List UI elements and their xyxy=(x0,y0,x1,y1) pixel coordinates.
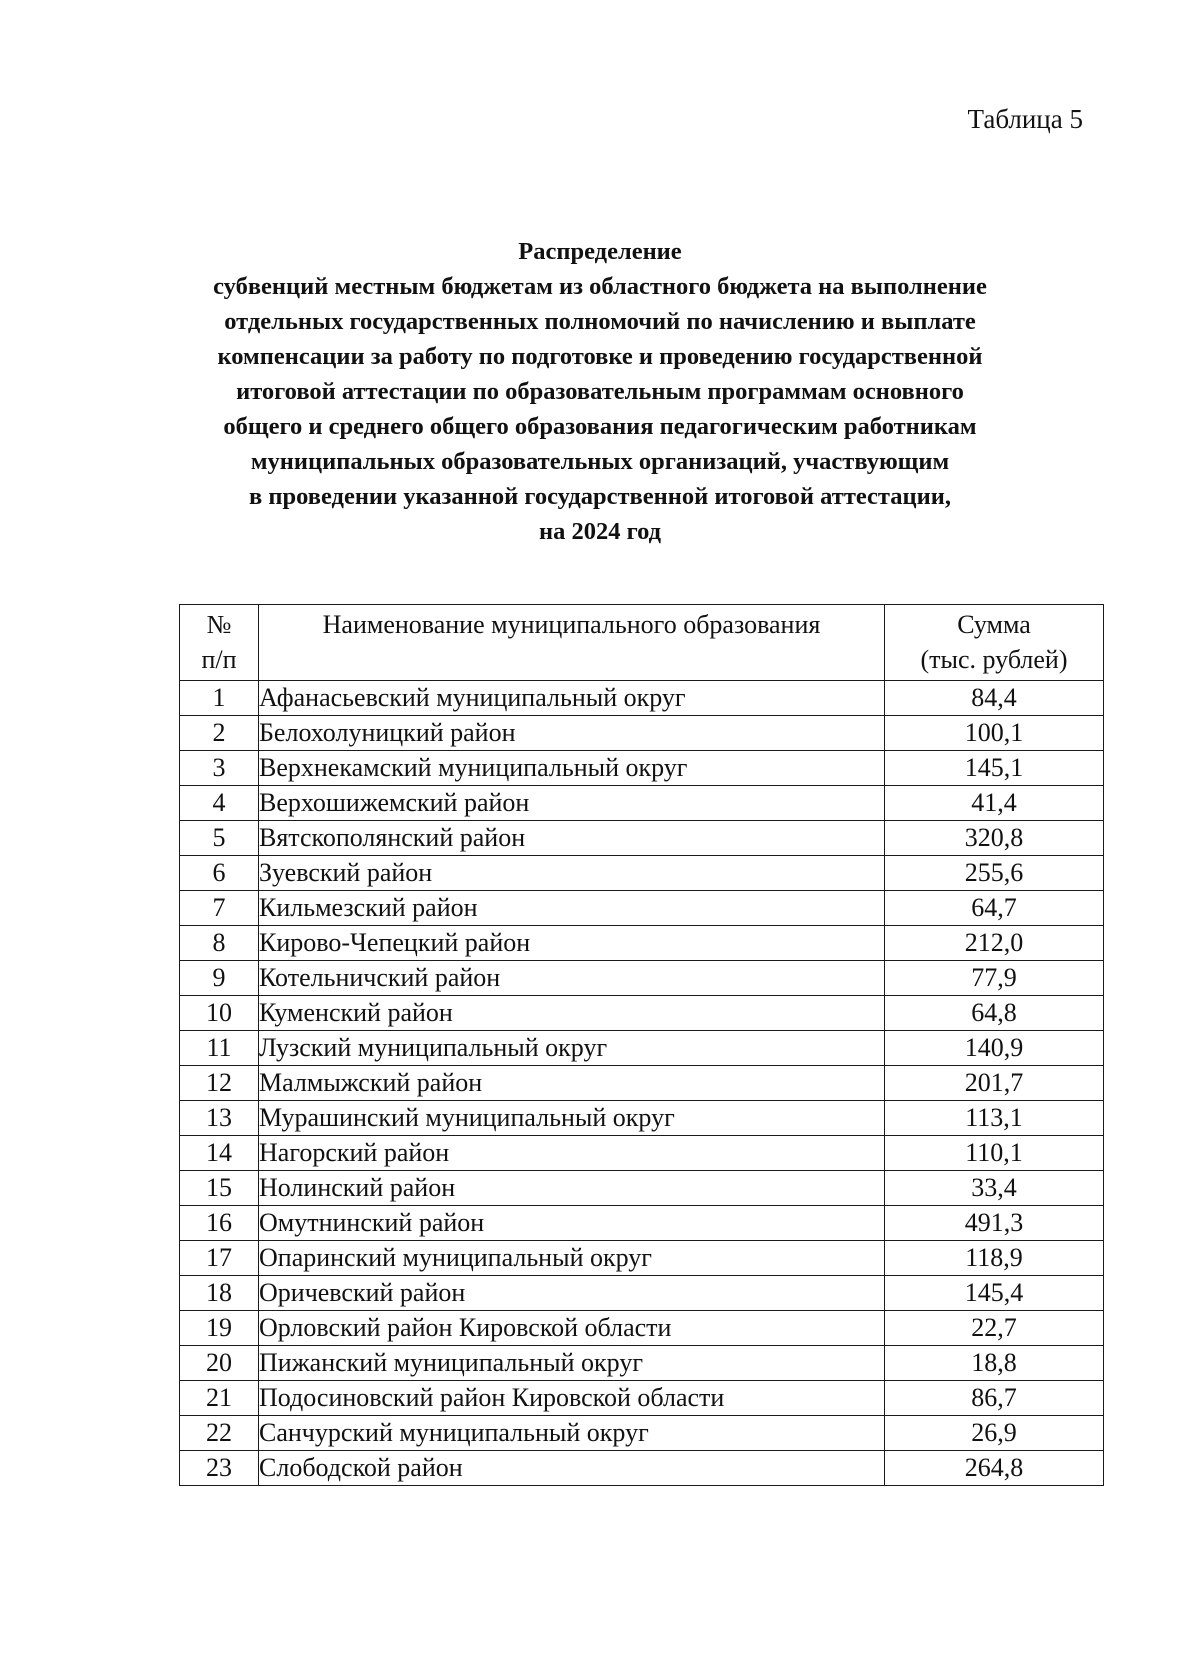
row-number: 23 xyxy=(180,1451,259,1486)
sum-value: 320,8 xyxy=(885,821,1104,856)
table-row xyxy=(180,1381,1104,1416)
municipality-name: Афанасьевский муниципальный округ xyxy=(259,681,885,716)
municipality-name: Нагорский район xyxy=(259,1136,885,1171)
title-line: Распределение xyxy=(518,238,682,265)
municipality-name: Кирово-Чепецкий район xyxy=(259,926,885,961)
row-number: 22 xyxy=(180,1416,259,1451)
municipality-name: Оричевский район xyxy=(259,1276,885,1311)
header-number-line1: № xyxy=(206,610,232,639)
title-line: муниципальных образовательных организаций, участвующим xyxy=(250,448,950,475)
row-number: 5 xyxy=(180,821,259,856)
header-sum-line2: (тыс. рублей) xyxy=(920,645,1068,674)
sum-value: 113,1 xyxy=(885,1101,1104,1136)
table-row xyxy=(180,1241,1104,1276)
document-title xyxy=(150,234,1050,549)
sum-value: 212,0 xyxy=(885,926,1104,961)
municipality-name: Верхошижемский район xyxy=(259,786,885,821)
table-row xyxy=(180,1346,1104,1381)
table-row xyxy=(180,751,1104,786)
sum-value: 255,6 xyxy=(885,856,1104,891)
row-number: 4 xyxy=(180,786,259,821)
municipality-name: Омутнинский район xyxy=(259,1206,885,1241)
sum-value: 110,1 xyxy=(885,1136,1104,1171)
table-header-row xyxy=(180,605,1104,681)
header-number xyxy=(180,605,259,681)
sum-value: 26,9 xyxy=(885,1416,1104,1451)
sum-value: 201,7 xyxy=(885,1066,1104,1101)
row-number: 8 xyxy=(180,926,259,961)
table-number-label: Таблица 5 xyxy=(967,104,1083,134)
table-row xyxy=(180,1311,1104,1346)
header-sum-line1: Сумма xyxy=(957,610,1031,639)
table-row xyxy=(180,856,1104,891)
row-number: 3 xyxy=(180,751,259,786)
table-row xyxy=(180,1101,1104,1136)
title-line: общего и среднего общего образования педагогическим работникам xyxy=(223,413,977,440)
title-line: на 2024 год xyxy=(538,518,662,545)
municipality-name: Вятскополянский район xyxy=(259,821,885,856)
sum-value: 100,1 xyxy=(885,716,1104,751)
table-row xyxy=(180,681,1104,716)
municipality-name: Санчурский муниципальный округ xyxy=(259,1416,885,1451)
row-number: 13 xyxy=(180,1101,259,1136)
sum-value: 18,8 xyxy=(885,1346,1104,1381)
header-number-line2: п/п xyxy=(201,645,237,674)
title-line: субвенций местным бюджетам из областного бюджета на выполнение xyxy=(213,273,987,300)
municipality-name: Малмыжский район xyxy=(259,1066,885,1101)
table-row xyxy=(180,1136,1104,1171)
sum-value: 77,9 xyxy=(885,961,1104,996)
municipality-name: Верхнекамский муниципальный округ xyxy=(259,751,885,786)
municipality-name: Слободской район xyxy=(259,1451,885,1486)
row-number: 14 xyxy=(180,1136,259,1171)
sum-value: 86,7 xyxy=(885,1381,1104,1416)
municipality-name: Зуевский район xyxy=(259,856,885,891)
row-number: 20 xyxy=(180,1346,259,1381)
row-number: 17 xyxy=(180,1241,259,1276)
sum-value: 64,7 xyxy=(885,891,1104,926)
header-sum xyxy=(885,605,1104,681)
municipality-name: Куменский район xyxy=(259,996,885,1031)
table-row xyxy=(180,1206,1104,1241)
row-number: 16 xyxy=(180,1206,259,1241)
municipality-name: Мурашинский муниципальный округ xyxy=(259,1101,885,1136)
sum-value: 145,1 xyxy=(885,751,1104,786)
table-row xyxy=(180,1066,1104,1101)
row-number: 18 xyxy=(180,1276,259,1311)
table-row xyxy=(180,786,1104,821)
municipality-name: Лузский муниципальный округ xyxy=(259,1031,885,1066)
table-body xyxy=(180,681,1104,1486)
title-line: отдельных государственных полномочий по начислению и выплате xyxy=(224,308,976,335)
row-number: 10 xyxy=(180,996,259,1031)
table-row xyxy=(180,891,1104,926)
table-row xyxy=(180,961,1104,996)
municipality-name: Подосиновский район Кировской области xyxy=(259,1381,885,1416)
row-number: 9 xyxy=(180,961,259,996)
sum-value: 41,4 xyxy=(885,786,1104,821)
row-number: 21 xyxy=(180,1381,259,1416)
municipality-name: Опаринский муниципальный округ xyxy=(259,1241,885,1276)
municipality-name: Кильмезский район xyxy=(259,891,885,926)
sum-value: 140,9 xyxy=(885,1031,1104,1066)
municipality-name: Пижанский муниципальный округ xyxy=(259,1346,885,1381)
municipality-name: Котельничский район xyxy=(259,961,885,996)
table-row xyxy=(180,996,1104,1031)
row-number: 6 xyxy=(180,856,259,891)
table-row xyxy=(180,1416,1104,1451)
row-number: 15 xyxy=(180,1171,259,1206)
sum-value: 264,8 xyxy=(885,1451,1104,1486)
sum-value: 22,7 xyxy=(885,1311,1104,1346)
row-number: 11 xyxy=(180,1031,259,1066)
sum-value: 491,3 xyxy=(885,1206,1104,1241)
header-municipality-name: Наименование муниципального образования xyxy=(259,605,885,681)
municipality-name: Орловский район Кировской области xyxy=(259,1311,885,1346)
row-number: 19 xyxy=(180,1311,259,1346)
table-row xyxy=(180,821,1104,856)
municipality-name: Нолинский район xyxy=(259,1171,885,1206)
table-row xyxy=(180,716,1104,751)
sum-value: 84,4 xyxy=(885,681,1104,716)
sum-value: 64,8 xyxy=(885,996,1104,1031)
table-row xyxy=(180,1451,1104,1486)
title-line: в проведении указанной государственной итоговой аттестации, xyxy=(249,483,951,510)
row-number: 2 xyxy=(180,716,259,751)
sum-value: 145,4 xyxy=(885,1276,1104,1311)
row-number: 7 xyxy=(180,891,259,926)
row-number: 12 xyxy=(180,1066,259,1101)
row-number: 1 xyxy=(180,681,259,716)
table-row xyxy=(180,926,1104,961)
subsidy-table xyxy=(179,604,1104,1486)
sum-value: 33,4 xyxy=(885,1171,1104,1206)
table-row xyxy=(180,1276,1104,1311)
table-row xyxy=(180,1171,1104,1206)
title-line: компенсации за работу по подготовке и проведению государственной xyxy=(217,343,983,370)
table-row xyxy=(180,1031,1104,1066)
municipality-name: Белохолуницкий район xyxy=(259,716,885,751)
sum-value: 118,9 xyxy=(885,1241,1104,1276)
title-line: итоговой аттестации по образовательным программам основного xyxy=(236,378,964,405)
